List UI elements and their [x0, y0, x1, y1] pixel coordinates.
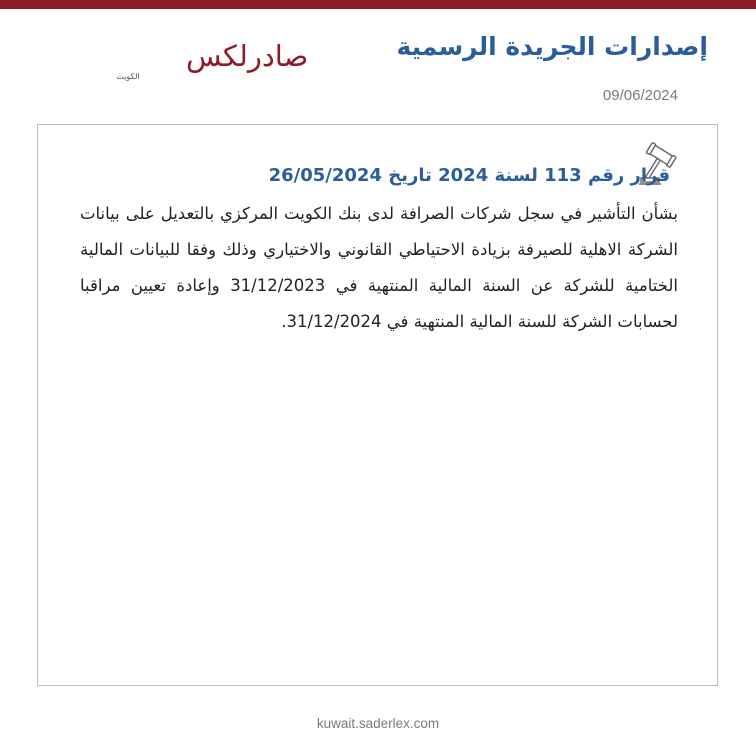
top-brand-bar [0, 0, 756, 9]
decision-title: قرار رقم 113 لسنة 2024 تاريخ 26/05/2024 [268, 165, 670, 186]
saderlex-logo[interactable] [36, 30, 309, 86]
decision-body-text: بشأن التأشير في سجل شركات الصرافة لدى بنك الكويت المركزي بالتعديل على بيانات الشركة الاهلية للصيرفة بزيادة الاحتياطي القانوني والاختياري وذلك وفقا للبيانات المالية الختامية للشركة عن السنة المالية المنتهية في 31/12/2023 وإعادة تعيين مراقبا لحسابات الشركة للسنة المالية المنتهية في 31/12/2024. [80, 204, 678, 331]
page-title: إصدارات الجريدة الرسمية [396, 32, 708, 61]
publication-date: 09/06/2024 [602, 87, 678, 104]
logo-subtext: الكويت [116, 72, 140, 81]
footer-website-link[interactable]: kuwait.saderlex.com [316, 716, 440, 731]
logo-wordmark: صادرلكس [186, 39, 309, 73]
